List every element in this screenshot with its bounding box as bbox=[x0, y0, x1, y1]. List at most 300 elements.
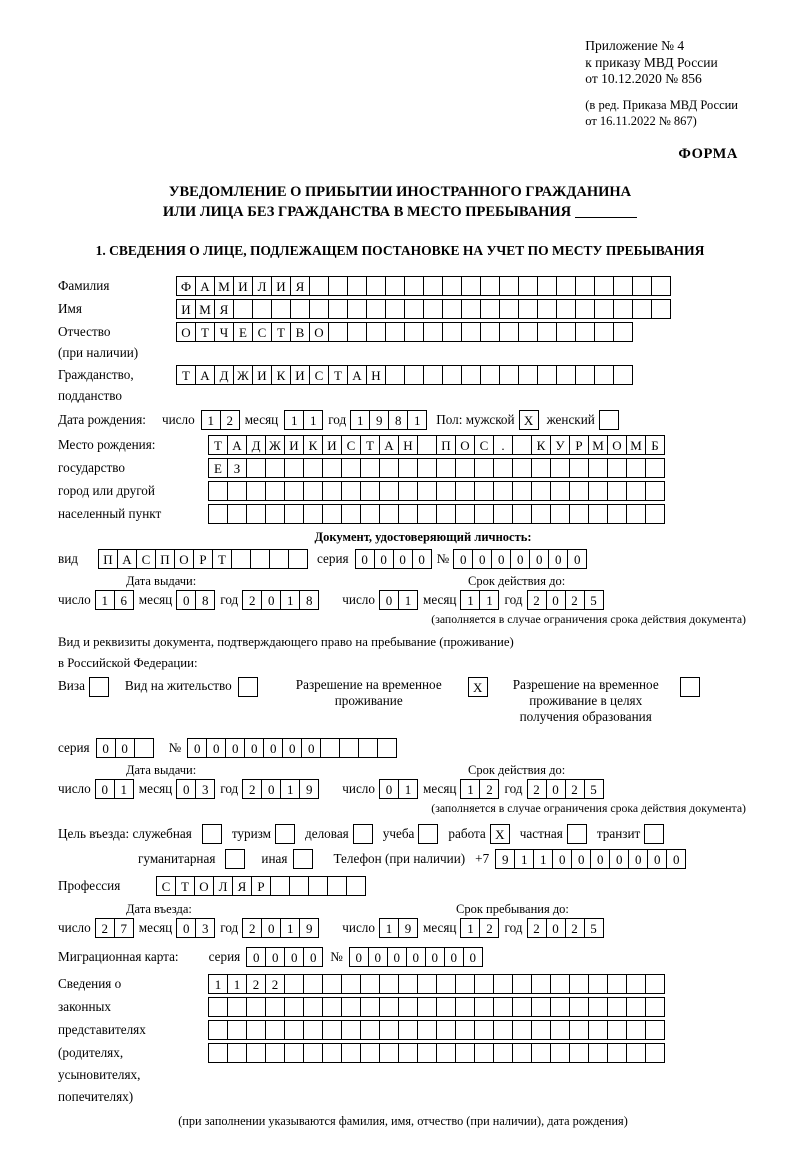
cell[interactable] bbox=[322, 481, 342, 501]
cell[interactable] bbox=[442, 365, 462, 385]
cell[interactable] bbox=[461, 365, 481, 385]
cell[interactable]: С bbox=[309, 365, 329, 385]
cell[interactable] bbox=[645, 1020, 665, 1040]
cell[interactable] bbox=[246, 504, 266, 524]
cell[interactable] bbox=[284, 1043, 304, 1063]
cell[interactable]: 1 bbox=[114, 779, 134, 799]
cell[interactable]: 0 bbox=[176, 590, 196, 610]
cell[interactable] bbox=[404, 365, 424, 385]
cell[interactable] bbox=[480, 299, 500, 319]
cell[interactable] bbox=[588, 481, 608, 501]
cell[interactable]: 2 bbox=[565, 918, 585, 938]
cell[interactable] bbox=[493, 481, 513, 501]
cell[interactable] bbox=[607, 1043, 627, 1063]
cell[interactable] bbox=[575, 365, 595, 385]
cell[interactable] bbox=[556, 322, 576, 342]
cell[interactable]: 0 bbox=[406, 947, 426, 967]
cell[interactable]: 9 bbox=[495, 849, 515, 869]
cell[interactable] bbox=[499, 322, 519, 342]
cell[interactable] bbox=[328, 322, 348, 342]
cell[interactable] bbox=[322, 458, 342, 478]
phone-input[interactable] bbox=[495, 849, 685, 869]
cell[interactable]: 0 bbox=[425, 947, 445, 967]
cell[interactable]: 2 bbox=[242, 590, 262, 610]
cell[interactable]: 0 bbox=[463, 947, 483, 967]
cell[interactable] bbox=[480, 322, 500, 342]
cell[interactable]: 0 bbox=[96, 738, 116, 758]
birth-year-input[interactable] bbox=[350, 410, 426, 430]
cell[interactable] bbox=[474, 458, 494, 478]
cell[interactable] bbox=[322, 974, 342, 994]
cell[interactable]: 0 bbox=[301, 738, 321, 758]
cell[interactable]: О bbox=[455, 435, 475, 455]
cell[interactable] bbox=[327, 876, 347, 896]
cell[interactable]: Р bbox=[251, 876, 271, 896]
legal-rep-row-1-input[interactable] bbox=[208, 974, 664, 994]
cell[interactable] bbox=[233, 299, 253, 319]
cell[interactable] bbox=[360, 1020, 380, 1040]
cell[interactable] bbox=[303, 1043, 323, 1063]
cell[interactable] bbox=[499, 276, 519, 296]
cell[interactable] bbox=[512, 504, 532, 524]
cell[interactable]: Т bbox=[212, 549, 232, 569]
cell[interactable] bbox=[347, 322, 367, 342]
cell[interactable]: 1 bbox=[398, 590, 418, 610]
issue-day-input[interactable] bbox=[95, 590, 133, 610]
cell[interactable] bbox=[227, 997, 247, 1017]
cell[interactable]: 0 bbox=[590, 849, 610, 869]
cell[interactable]: 0 bbox=[510, 549, 530, 569]
cell[interactable] bbox=[284, 481, 304, 501]
issue-year-input[interactable] bbox=[242, 590, 318, 610]
cell[interactable]: 0 bbox=[393, 549, 413, 569]
cell[interactable] bbox=[379, 974, 399, 994]
cell[interactable] bbox=[208, 481, 228, 501]
cell[interactable] bbox=[531, 458, 551, 478]
cell[interactable] bbox=[569, 1043, 589, 1063]
cell[interactable]: П bbox=[155, 549, 175, 569]
cell[interactable]: Я bbox=[232, 876, 252, 896]
cell[interactable]: 1 bbox=[284, 410, 304, 430]
doc-number-input[interactable] bbox=[453, 549, 586, 569]
cell[interactable] bbox=[246, 458, 266, 478]
cell[interactable] bbox=[518, 322, 538, 342]
cell[interactable] bbox=[303, 458, 323, 478]
cell[interactable] bbox=[575, 276, 595, 296]
cell[interactable] bbox=[404, 299, 424, 319]
cell[interactable]: В bbox=[290, 322, 310, 342]
cell[interactable]: 2 bbox=[527, 779, 547, 799]
cell[interactable] bbox=[569, 974, 589, 994]
cell[interactable]: Т bbox=[360, 435, 380, 455]
cell[interactable] bbox=[270, 876, 290, 896]
cell[interactable] bbox=[379, 504, 399, 524]
cell[interactable]: У bbox=[550, 435, 570, 455]
cell[interactable] bbox=[550, 1043, 570, 1063]
cell[interactable] bbox=[322, 504, 342, 524]
cell[interactable] bbox=[227, 504, 247, 524]
cell[interactable] bbox=[417, 481, 437, 501]
cell[interactable]: 1 bbox=[407, 410, 427, 430]
cell[interactable] bbox=[417, 458, 437, 478]
migration-number-input[interactable] bbox=[349, 947, 482, 967]
cell[interactable] bbox=[284, 1020, 304, 1040]
cell[interactable]: 0 bbox=[176, 918, 196, 938]
cell[interactable] bbox=[358, 738, 378, 758]
cell[interactable] bbox=[303, 481, 323, 501]
cell[interactable]: 0 bbox=[647, 849, 667, 869]
cell[interactable] bbox=[626, 481, 646, 501]
cell[interactable]: О bbox=[607, 435, 627, 455]
cell[interactable]: 9 bbox=[299, 918, 319, 938]
cell[interactable]: 0 bbox=[546, 918, 566, 938]
cell[interactable]: 1 bbox=[280, 918, 300, 938]
cell[interactable] bbox=[474, 1043, 494, 1063]
cell[interactable] bbox=[398, 504, 418, 524]
cell[interactable]: 1 bbox=[201, 410, 221, 430]
cell[interactable] bbox=[246, 1020, 266, 1040]
cell[interactable]: 5 bbox=[584, 779, 604, 799]
cell[interactable] bbox=[385, 299, 405, 319]
cell[interactable]: Т bbox=[175, 876, 195, 896]
cell[interactable]: А bbox=[227, 435, 247, 455]
cell[interactable]: 2 bbox=[246, 974, 266, 994]
legal-rep-row-3-input[interactable] bbox=[208, 1020, 664, 1040]
cell[interactable] bbox=[360, 481, 380, 501]
cell[interactable] bbox=[531, 1020, 551, 1040]
cell[interactable] bbox=[284, 997, 304, 1017]
cell[interactable] bbox=[645, 997, 665, 1017]
cell[interactable] bbox=[290, 299, 310, 319]
cell[interactable] bbox=[632, 276, 652, 296]
cell[interactable]: М bbox=[588, 435, 608, 455]
cell[interactable]: 2 bbox=[95, 918, 115, 938]
cell[interactable] bbox=[417, 997, 437, 1017]
cell[interactable]: Ч bbox=[214, 322, 234, 342]
cell[interactable]: 2 bbox=[565, 779, 585, 799]
cell[interactable] bbox=[360, 504, 380, 524]
cell[interactable]: 0 bbox=[261, 590, 281, 610]
cell[interactable] bbox=[626, 997, 646, 1017]
cell[interactable]: Р bbox=[193, 549, 213, 569]
cell[interactable]: 6 bbox=[114, 590, 134, 610]
cell[interactable] bbox=[499, 365, 519, 385]
cell[interactable] bbox=[265, 1020, 285, 1040]
cell[interactable] bbox=[271, 299, 291, 319]
cell[interactable] bbox=[531, 1043, 551, 1063]
birthplace-line-1-input[interactable] bbox=[208, 435, 664, 455]
cell[interactable] bbox=[328, 276, 348, 296]
cell[interactable] bbox=[417, 1043, 437, 1063]
cell[interactable] bbox=[442, 299, 462, 319]
cell[interactable] bbox=[474, 1020, 494, 1040]
purpose-other-checkbox[interactable] bbox=[293, 849, 313, 869]
cell[interactable] bbox=[246, 1043, 266, 1063]
cell[interactable] bbox=[493, 1020, 513, 1040]
birthplace-line-2-input[interactable] bbox=[208, 458, 664, 478]
cell[interactable] bbox=[423, 276, 443, 296]
cell[interactable] bbox=[474, 974, 494, 994]
cell[interactable] bbox=[531, 997, 551, 1017]
cell[interactable]: 0 bbox=[303, 947, 323, 967]
cell[interactable]: О bbox=[174, 549, 194, 569]
cell[interactable] bbox=[284, 974, 304, 994]
cell[interactable]: 1 bbox=[208, 974, 228, 994]
cell[interactable]: Е bbox=[233, 322, 253, 342]
cell[interactable] bbox=[474, 504, 494, 524]
doc-type-input[interactable] bbox=[98, 549, 307, 569]
cell[interactable]: 1 bbox=[303, 410, 323, 430]
cell[interactable] bbox=[632, 299, 652, 319]
cell[interactable] bbox=[360, 1043, 380, 1063]
cell[interactable] bbox=[341, 974, 361, 994]
cell[interactable] bbox=[645, 1043, 665, 1063]
cell[interactable]: 0 bbox=[176, 779, 196, 799]
cell[interactable]: Ф bbox=[176, 276, 196, 296]
cell[interactable]: 1 bbox=[379, 918, 399, 938]
cell[interactable]: 0 bbox=[628, 849, 648, 869]
cell[interactable] bbox=[651, 276, 671, 296]
cell[interactable] bbox=[537, 276, 557, 296]
cell[interactable] bbox=[265, 504, 285, 524]
cell[interactable] bbox=[645, 504, 665, 524]
cell[interactable]: Т bbox=[271, 322, 291, 342]
sex-female-checkbox[interactable] bbox=[599, 410, 619, 430]
cell[interactable] bbox=[626, 1043, 646, 1063]
cell[interactable] bbox=[442, 322, 462, 342]
cell[interactable] bbox=[404, 276, 424, 296]
cell[interactable]: К bbox=[303, 435, 323, 455]
cell[interactable] bbox=[594, 299, 614, 319]
cell[interactable] bbox=[398, 997, 418, 1017]
cell[interactable] bbox=[347, 299, 367, 319]
cell[interactable]: 8 bbox=[388, 410, 408, 430]
cell[interactable] bbox=[512, 1020, 532, 1040]
cell[interactable] bbox=[227, 1043, 247, 1063]
cell[interactable]: И bbox=[322, 435, 342, 455]
cell[interactable] bbox=[512, 435, 532, 455]
cell[interactable] bbox=[423, 299, 443, 319]
cell[interactable]: 0 bbox=[609, 849, 629, 869]
cell[interactable] bbox=[556, 299, 576, 319]
cell[interactable] bbox=[385, 322, 405, 342]
cell[interactable] bbox=[569, 997, 589, 1017]
cell[interactable] bbox=[550, 997, 570, 1017]
purpose-business-checkbox[interactable] bbox=[353, 824, 373, 844]
cell[interactable] bbox=[328, 299, 348, 319]
cell[interactable]: К bbox=[531, 435, 551, 455]
cell[interactable] bbox=[320, 738, 340, 758]
cell[interactable] bbox=[455, 458, 475, 478]
cell[interactable]: 0 bbox=[666, 849, 686, 869]
visa-checkbox[interactable] bbox=[89, 677, 109, 697]
legal-rep-row-4-input[interactable] bbox=[208, 1043, 664, 1063]
cell[interactable] bbox=[423, 365, 443, 385]
cell[interactable] bbox=[607, 481, 627, 501]
cell[interactable]: 2 bbox=[220, 410, 240, 430]
cell[interactable]: 0 bbox=[387, 947, 407, 967]
issue-month-input[interactable] bbox=[176, 590, 214, 610]
cell[interactable]: 0 bbox=[355, 549, 375, 569]
cell[interactable] bbox=[607, 504, 627, 524]
entry-year-input[interactable] bbox=[242, 918, 318, 938]
cell[interactable] bbox=[613, 365, 633, 385]
citizenship-input[interactable] bbox=[176, 365, 632, 385]
sex-male-checkbox[interactable]: Х bbox=[519, 410, 539, 430]
cell[interactable]: 0 bbox=[284, 947, 304, 967]
cell[interactable] bbox=[398, 1020, 418, 1040]
cell[interactable]: 0 bbox=[206, 738, 226, 758]
cell[interactable] bbox=[531, 504, 551, 524]
residence-permit-checkbox[interactable] bbox=[238, 677, 258, 697]
cell[interactable]: 0 bbox=[546, 590, 566, 610]
cell[interactable] bbox=[455, 974, 475, 994]
cell[interactable] bbox=[556, 276, 576, 296]
birthplace-line-4-input[interactable] bbox=[208, 504, 664, 524]
purpose-transit-checkbox[interactable] bbox=[644, 824, 664, 844]
cell[interactable]: 1 bbox=[95, 590, 115, 610]
cell[interactable]: К bbox=[271, 365, 291, 385]
cell[interactable] bbox=[594, 276, 614, 296]
cell[interactable]: Н bbox=[366, 365, 386, 385]
cell[interactable] bbox=[417, 504, 437, 524]
cell[interactable]: П bbox=[436, 435, 456, 455]
stayuntil-day-input[interactable] bbox=[379, 918, 417, 938]
purpose-tourism-checkbox[interactable] bbox=[275, 824, 295, 844]
cell[interactable] bbox=[512, 974, 532, 994]
cell[interactable]: 0 bbox=[379, 590, 399, 610]
cell[interactable] bbox=[607, 997, 627, 1017]
profession-input[interactable] bbox=[156, 876, 365, 896]
purpose-private-checkbox[interactable] bbox=[567, 824, 587, 844]
cell[interactable] bbox=[588, 504, 608, 524]
cell[interactable] bbox=[309, 276, 329, 296]
cell[interactable] bbox=[417, 1020, 437, 1040]
birth-day-input[interactable] bbox=[201, 410, 239, 430]
cell[interactable] bbox=[303, 504, 323, 524]
cell[interactable] bbox=[134, 738, 154, 758]
cell[interactable]: 2 bbox=[565, 590, 585, 610]
cell[interactable]: . bbox=[493, 435, 513, 455]
entry-month-input[interactable] bbox=[176, 918, 214, 938]
cell[interactable] bbox=[569, 1020, 589, 1040]
cell[interactable]: 5 bbox=[584, 590, 604, 610]
cell[interactable]: 8 bbox=[195, 590, 215, 610]
cell[interactable] bbox=[436, 974, 456, 994]
cell[interactable]: 0 bbox=[374, 549, 394, 569]
cell[interactable] bbox=[480, 365, 500, 385]
cell[interactable]: 0 bbox=[552, 849, 572, 869]
stay-issue-year-input[interactable] bbox=[242, 779, 318, 799]
cell[interactable]: 0 bbox=[379, 779, 399, 799]
cell[interactable]: 2 bbox=[242, 918, 262, 938]
cell[interactable] bbox=[607, 458, 627, 478]
cell[interactable] bbox=[569, 504, 589, 524]
cell[interactable]: 0 bbox=[548, 549, 568, 569]
cell[interactable]: О bbox=[176, 322, 196, 342]
cell[interactable] bbox=[518, 365, 538, 385]
cell[interactable] bbox=[398, 481, 418, 501]
cell[interactable] bbox=[360, 997, 380, 1017]
cell[interactable]: Е bbox=[208, 458, 228, 478]
cell[interactable] bbox=[588, 1043, 608, 1063]
cell[interactable] bbox=[626, 504, 646, 524]
cell[interactable] bbox=[512, 481, 532, 501]
cell[interactable] bbox=[377, 738, 397, 758]
cell[interactable] bbox=[613, 322, 633, 342]
cell[interactable] bbox=[556, 365, 576, 385]
cell[interactable]: 0 bbox=[567, 549, 587, 569]
cell[interactable] bbox=[246, 997, 266, 1017]
cell[interactable]: 1 bbox=[350, 410, 370, 430]
stayuntil-year-input[interactable] bbox=[527, 918, 603, 938]
cell[interactable] bbox=[208, 1043, 228, 1063]
cell[interactable] bbox=[480, 276, 500, 296]
cell[interactable] bbox=[493, 504, 513, 524]
cell[interactable] bbox=[436, 458, 456, 478]
cell[interactable] bbox=[461, 299, 481, 319]
cell[interactable] bbox=[455, 1043, 475, 1063]
cell[interactable] bbox=[379, 1020, 399, 1040]
stay-valid-month-input[interactable] bbox=[460, 779, 498, 799]
cell[interactable] bbox=[341, 1020, 361, 1040]
cell[interactable] bbox=[518, 276, 538, 296]
cell[interactable] bbox=[379, 997, 399, 1017]
cell[interactable] bbox=[347, 276, 367, 296]
cell[interactable]: Н bbox=[398, 435, 418, 455]
cell[interactable] bbox=[493, 458, 513, 478]
cell[interactable]: 0 bbox=[282, 738, 302, 758]
cell[interactable]: 1 bbox=[280, 779, 300, 799]
cell[interactable] bbox=[550, 481, 570, 501]
cell[interactable]: А bbox=[347, 365, 367, 385]
entry-day-input[interactable] bbox=[95, 918, 133, 938]
cell[interactable]: О bbox=[309, 322, 329, 342]
cell[interactable]: И bbox=[252, 365, 272, 385]
cell[interactable] bbox=[645, 974, 665, 994]
cell[interactable]: 2 bbox=[265, 974, 285, 994]
cell[interactable] bbox=[339, 738, 359, 758]
cell[interactable]: 0 bbox=[115, 738, 135, 758]
cell[interactable]: 0 bbox=[368, 947, 388, 967]
cell[interactable]: 9 bbox=[398, 918, 418, 938]
cell[interactable]: 0 bbox=[444, 947, 464, 967]
cell[interactable]: П bbox=[98, 549, 118, 569]
cell[interactable]: И bbox=[290, 365, 310, 385]
cell[interactable]: Б bbox=[645, 435, 665, 455]
cell[interactable]: 3 bbox=[195, 779, 215, 799]
cell[interactable] bbox=[550, 458, 570, 478]
cell[interactable] bbox=[308, 876, 328, 896]
cell[interactable] bbox=[385, 365, 405, 385]
cell[interactable] bbox=[455, 1020, 475, 1040]
cell[interactable] bbox=[626, 1020, 646, 1040]
cell[interactable] bbox=[651, 299, 671, 319]
stay-issue-month-input[interactable] bbox=[176, 779, 214, 799]
cell[interactable]: 2 bbox=[527, 590, 547, 610]
cell[interactable]: С bbox=[252, 322, 272, 342]
cell[interactable] bbox=[303, 974, 323, 994]
cell[interactable] bbox=[512, 997, 532, 1017]
cell[interactable] bbox=[252, 299, 272, 319]
cell[interactable] bbox=[379, 1043, 399, 1063]
cell[interactable] bbox=[645, 481, 665, 501]
cell[interactable] bbox=[341, 1043, 361, 1063]
cell[interactable]: 3 bbox=[195, 918, 215, 938]
cell[interactable] bbox=[284, 458, 304, 478]
cell[interactable] bbox=[588, 1020, 608, 1040]
valid-day-input[interactable] bbox=[379, 590, 417, 610]
